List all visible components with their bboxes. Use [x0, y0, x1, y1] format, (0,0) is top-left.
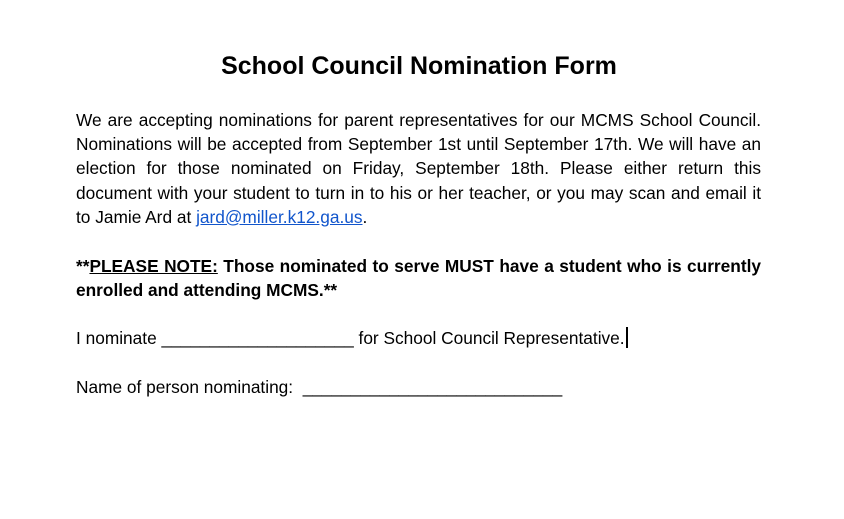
intro-paragraph — [76, 108, 761, 229]
nominator-line[interactable] — [76, 375, 562, 399]
nominator-text: Name of person nominating: ___________________________ — [76, 377, 563, 397]
note-body: Those nominated to serve MUST have a student who is currently enrolled and attending MCMS.** — [76, 256, 761, 301]
page-title: School Council Nomination Form — [221, 52, 617, 80]
intro-end-punctuation: . — [362, 206, 368, 227]
nominate-text: I nominate ____________________ for School Council Representative. — [76, 328, 625, 348]
text-cursor — [626, 327, 628, 348]
email-link[interactable]: jard@miller.k12.ga.us — [196, 206, 363, 227]
nominate-line[interactable] — [76, 326, 628, 350]
note-prefix: ** — [76, 256, 90, 276]
note-label: PLEASE NOTE: — [89, 256, 218, 276]
intro-text: We are accepting nominations for parent representatives for our MCMS School Council. Nominations will be accepted from September 1st until September 17th. We will have an election for those nominated on Friday, September 18th. Please either return this document with your student to turn in to his or her teacher, or you may scan and email it to Jamie Ard at — [76, 110, 761, 227]
note-paragraph — [76, 254, 761, 302]
